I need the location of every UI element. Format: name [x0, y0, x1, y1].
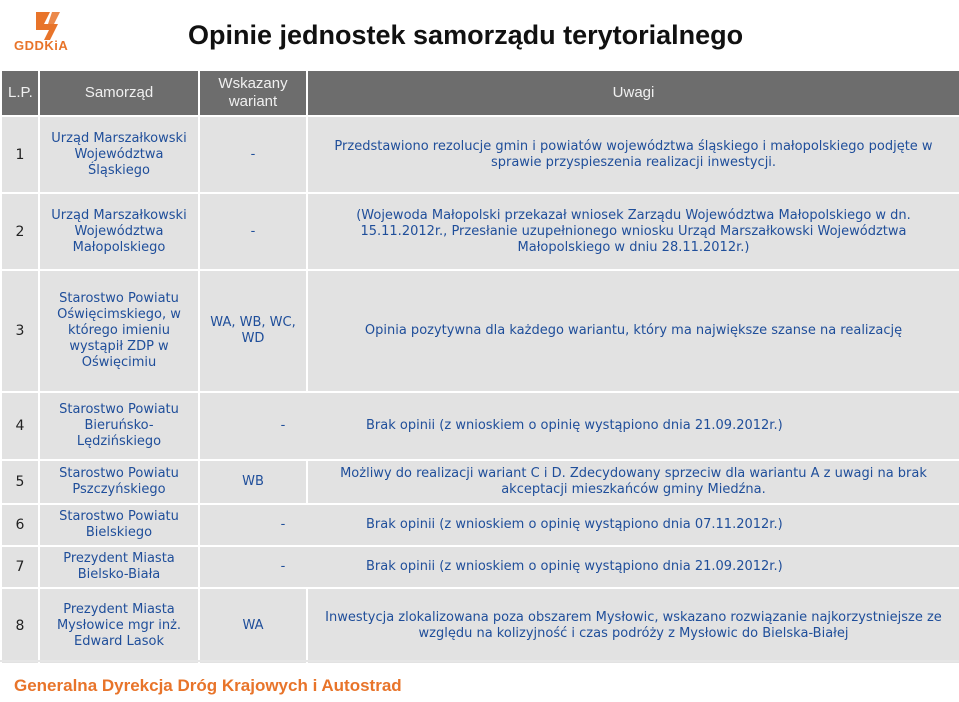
wariant-cell: WA, WB, WC, WD — [199, 270, 307, 392]
row-number: 1 — [1, 116, 39, 193]
uwagi-text: Brak opinii (z wnioskiem o opinię wystąpiono dnia 07.11.2012r.) — [366, 517, 783, 532]
samorzad-cell: Starostwo Powiatu Bielskiego — [39, 504, 199, 546]
column-header-samorzad: Samorząd — [39, 70, 199, 116]
table-row — [1, 460, 959, 504]
row-number: 7 — [1, 546, 39, 588]
samorzad-cell: Prezydent Miasta Bielsko-Biała — [39, 546, 199, 588]
wariant-cell: - — [280, 517, 286, 532]
table-row — [1, 193, 959, 270]
wariant-cell: - — [199, 116, 307, 193]
table-row — [1, 270, 959, 392]
uwagi-cell: Opinia pozytywna dla każdego wariantu, który ma największe szanse na realizację — [307, 270, 959, 392]
footer-divider — [0, 660, 959, 662]
column-header-uwagi: Uwagi — [307, 70, 959, 116]
wariant-cell: - — [280, 418, 286, 433]
row-number: 3 — [1, 270, 39, 392]
footer-text: Generalna Dyrekcja Dróg Krajowych i Autostrad — [14, 676, 402, 695]
samorzad-cell: Starostwo Powiatu Oświęcimskiego, w którego imieniu wystąpił ZDP w Oświęcimiu — [39, 270, 199, 392]
row-number: 5 — [1, 460, 39, 504]
uwagi-cell: (Wojewoda Małopolski przekazał wniosek Zarządu Województwa Małopolskiego w dn. 15.11.2012r., Przesłanie uzupełnionego wniosku Urząd Marszałkowski Województwa Małopolskiego w dniu 28.11.2012r.) — [307, 193, 959, 270]
page-title: Opinie jednostek samorządu terytorialnego — [188, 20, 744, 50]
samorzad-cell: Prezydent Miasta Mysłowice mgr inż. Edward Lasok — [39, 588, 199, 664]
table-header-row — [1, 70, 959, 116]
uwagi-cell — [199, 392, 959, 460]
table-row — [1, 392, 959, 460]
uwagi-cell — [199, 546, 959, 588]
wariant-cell: - — [280, 559, 286, 574]
samorzad-cell: Urząd Marszałkowski Województwa Śląskiego — [39, 116, 199, 193]
uwagi-cell: Przedstawiono rezolucje gmin i powiatów województwa śląskiego i małopolskiego podjęte w sprawie przyspieszenia realizacji inwestycji. — [307, 116, 959, 193]
logo-text: GDDKiA — [14, 38, 69, 53]
wariant-cell: - — [199, 193, 307, 270]
column-header-lp: L.P. — [1, 70, 39, 116]
row-number: 6 — [1, 504, 39, 546]
table-row — [1, 116, 959, 193]
uwagi-cell: Inwestycja zlokalizowana poza obszarem Mysłowic, wskazano rozwiązanie najkorzystniejsze ze względu na kolizyjność i czas podróży z Mysłowic do Bielska-Białej — [307, 588, 959, 664]
column-header-wariant: Wskazany wariant — [199, 70, 307, 116]
uwagi-cell — [199, 504, 959, 546]
wariant-cell: WB — [199, 460, 307, 504]
wariant-cell: WA — [199, 588, 307, 664]
uwagi-text: Brak opinii (z wnioskiem o opinię wystąpiono dnia 21.09.2012r.) — [366, 559, 783, 574]
table-row — [1, 588, 959, 664]
table-row — [1, 504, 959, 546]
opinions-table — [0, 69, 959, 665]
samorzad-cell: Starostwo Powiatu Pszczyńskiego — [39, 460, 199, 504]
uwagi-cell: Możliwy do realizacji wariant C i D. Zdecydowany sprzeciw dla wariantu A z uwagi na brak akceptacji mieszkańców gminy Miedźna. — [307, 460, 959, 504]
uwagi-text: Brak opinii (z wnioskiem o opinię wystąpiono dnia 21.09.2012r.) — [366, 418, 783, 433]
samorzad-cell: Urząd Marszałkowski Województwa Małopolskiego — [39, 193, 199, 270]
row-number: 2 — [1, 193, 39, 270]
row-number: 4 — [1, 392, 39, 460]
samorzad-cell: Starostwo Powiatu Bieruńsko-Lędzińskiego — [39, 392, 199, 460]
row-number: 8 — [1, 588, 39, 664]
table-row — [1, 546, 959, 588]
